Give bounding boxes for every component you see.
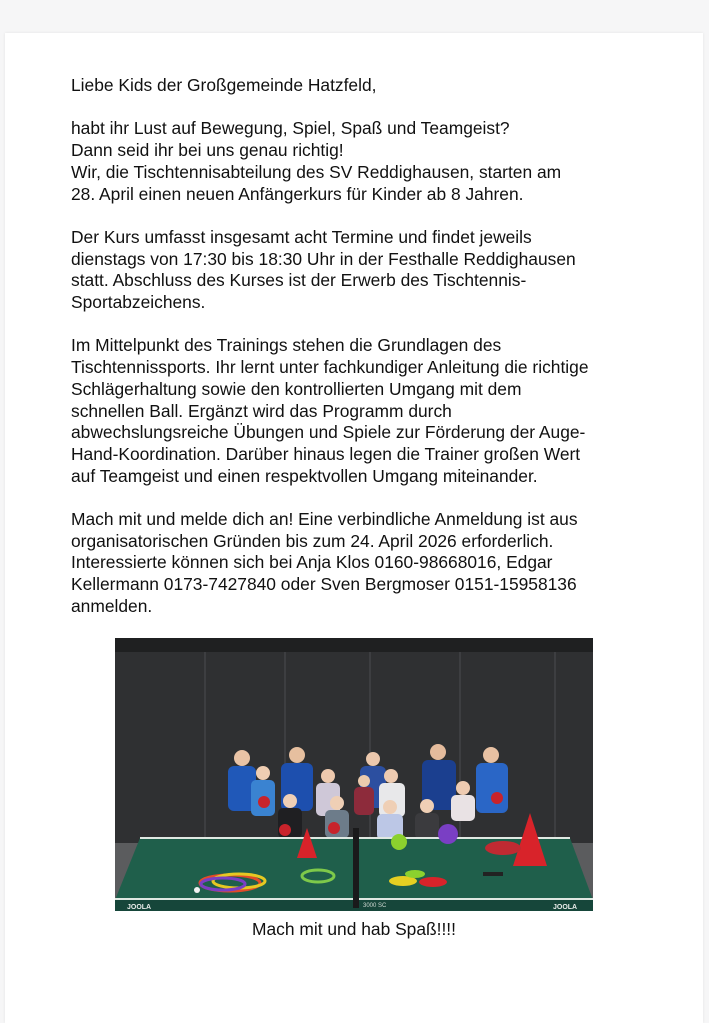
paragraph-invitation: habt ihr Lust auf Bewegung, Spiel, Spaß und Teamgeist? Dann seid ihr bei uns genau richtig! Wir, die Tischtennisabteilung des SV Reddighausen, starten am 28. April einen neuen Anfängerkurs für Kinder ab 8 Jahren. — [71, 118, 562, 204]
document-page — [5, 33, 703, 1023]
marker-red — [419, 877, 447, 887]
table-brand-left: JOOLA — [127, 904, 152, 911]
ball-green — [391, 834, 407, 850]
paragraph-course-info: Der Kurs umfasst insgesamt acht Termine und findet jeweils dienstags von 17:30 bis 18:30 Uhr in der Festhalle Reddighausen statt. Abschluss des Kurses ist der Erwerb des Tischtennis- Sportabzeichens. — [71, 226, 576, 312]
group-photo-illustration — [115, 638, 593, 911]
letter-body — [71, 75, 646, 639]
marker-green — [405, 870, 425, 878]
ball-purple — [438, 824, 458, 844]
paragraph-registration: Mach mit und melde dich an! Eine verbindliche Anmeldung ist aus organisatorischen Gründen bis zum 24. April 2026 erforderlich. Interessierte können sich bei Anja Klos 0160-98668016, Edgar Kellermann 0173-7427840 oder Sven Bergmoser 0151-15958136 anmelden. — [71, 509, 578, 616]
greeting: Liebe Kids der Großgemeinde Hatzfeld, — [71, 75, 377, 95]
paddle-black — [483, 872, 503, 876]
photo-caption: Mach mit und hab Spaß!!!! — [252, 919, 456, 939]
table-model: 3000 SC — [363, 903, 387, 909]
ball-white — [194, 887, 200, 893]
paragraph-training-content: Im Mittelpunkt des Trainings stehen die Grundlagen des Tischtennissports. Ihr lernt unter fachkundiger Anleitung die richtige Schlägerhaltung sowie den kontrollierten Umgang mit dem schnellen Ball. Ergänzt wird das Programm durch abwechslungsreiche Übungen und Spiele zur Förderung der Auge- Hand-Koordination. Darüber hinaus legen die Trainer großen Wert auf Teamgeist und einen respektvollen Umgang miteinander. — [71, 335, 589, 486]
group-photo — [115, 638, 593, 911]
basket-red — [485, 841, 521, 855]
table-net — [353, 828, 359, 908]
table-brand-right: JOOLA — [553, 904, 578, 911]
